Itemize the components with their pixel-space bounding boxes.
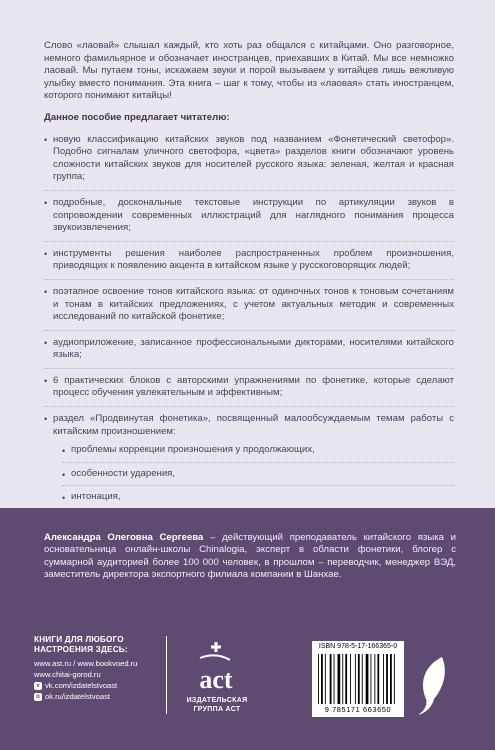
feature-text: раздел «Продвинутая фонетика», посвященный малообсуждаемым темам работы с китайским произношением: (53, 413, 454, 437)
feature-item (44, 245, 454, 280)
feature-text: новую классификацию китайских звуков под названием «Фонетический светофор». Подобно сигналам уличного светофора, «цвета» разделов книги обозначают уровень сложности китайских звуков для носителей русского языка: зеленая, желтая и красная группа; (53, 133, 454, 183)
divider (166, 636, 167, 714)
barcode-bars (318, 654, 398, 704)
feature-item (44, 194, 454, 242)
publisher-caption (172, 696, 262, 714)
topic-text: интонация, (71, 491, 121, 503)
feature-item (44, 131, 454, 191)
topic-text: проблемы коррекции произношения у продолжающих, (71, 444, 315, 456)
bullet-icon: • (44, 375, 48, 386)
features-list (44, 131, 454, 542)
store-links-title-2: НАСТРОЕНИЯ ЗДЕСЬ: (34, 645, 128, 654)
topic-item (62, 466, 454, 487)
store-links-title-1: КНИГИ ДЛЯ ЛЮБОГО (34, 635, 124, 644)
vk-link-row[interactable] (34, 680, 174, 691)
bullet-icon: • (44, 337, 48, 348)
author-description: – действующий преподаватель китайского языка и основательница онлайн-школы Chinalogia, эксперт в области фонетики, блогер с суммарной аудиторией более 100 000 человек, в прошлом – переводчик, менеджер ВЭД, заместитель директора экспортного филиала компании в Шанхае. (44, 531, 457, 581)
bullet-icon: • (44, 248, 48, 259)
ok-link[interactable]: ok.ru/izdatelstvoast (45, 692, 110, 701)
bullet-icon: • (44, 286, 48, 297)
ok-icon: o (34, 693, 42, 701)
description-content (44, 40, 454, 545)
svg-text:act: act (199, 665, 233, 694)
bullet-icon: • (62, 469, 66, 480)
store-link[interactable]: www.ast.ru / www.bookvoed.ru (34, 659, 138, 668)
isbn-label: ISBN 978-5-17-166365-0 (318, 643, 398, 650)
author-bio (44, 532, 456, 582)
publisher-caption-line: ГРУППА АСТ (193, 706, 241, 713)
footer-panel (0, 508, 495, 750)
ok-link-row[interactable] (34, 691, 174, 702)
isbn-barcode (312, 641, 404, 717)
intro-paragraph: Слово «лаовай» слышал каждый, кто хоть раз общался с китайцами. Оно разговорное, немного фамильярное и обозначает иностранцев, приехавших в Китай. Мы все немножко лаовай. Мы путаем тоны, искажаем звуки и порой вызываем у китайцев лишь вежливую улыбку вместо понимания. Эта книга – шаг к тому, чтобы из «лаовая» стать иностранцем, которого понимают китайцы! (44, 40, 454, 102)
publisher-caption-line: ИЗДАТЕЛЬСКАЯ (186, 697, 248, 704)
store-link[interactable]: www.chitai-gorod.ru (34, 670, 101, 679)
features-heading: Данное пособие предлагает читателю: (44, 111, 230, 123)
isbn-number: 9 785171 663650 (324, 705, 392, 714)
vk-icon: v (34, 682, 42, 690)
feather-icon (412, 655, 452, 717)
bullet-icon: • (44, 134, 48, 145)
feature-item (44, 334, 454, 369)
feature-text: 6 практических блоков с авторскими упражнениями по фонетике, которые сделают процесс обучения увлекательным и эффективным; (53, 374, 454, 399)
feature-text: подробные, доскональные текстовые инструкции по артикуляции звуков в сопровождении современных иллюстраций для наглядного понимания процесса звукоизвлечения; (53, 196, 454, 234)
topic-item (62, 442, 454, 463)
bullet-icon: • (44, 197, 48, 208)
feature-text: инструменты решения наиболее распространенных проблем произношения, приводящих к появлению акцента в китайском языке у русскоговорящих людей; (53, 247, 454, 272)
feature-text: поэтапное освоение тонов китайского языка: от одиночных тонов к тоновым сочетаниям и тонам в китайских предложениях, с учетом актуальных методик и современных исследований по китайской фонетике; (53, 285, 454, 323)
author-name: Александра Олеговна Сергеева (44, 531, 204, 543)
topic-item (62, 489, 454, 510)
bullet-icon: • (62, 493, 66, 504)
bullet-icon: • (44, 414, 48, 425)
bullet-icon: • (62, 446, 66, 457)
feature-item (44, 283, 454, 331)
feature-text: аудиоприложение, записанное профессиональными дикторами, носителями китайского языка; (53, 336, 454, 361)
topic-text: особенности ударения, (71, 467, 176, 479)
store-links (34, 635, 174, 702)
feature-item (44, 372, 454, 407)
vk-link[interactable]: vk.com/izdatelstvoast (45, 681, 118, 690)
